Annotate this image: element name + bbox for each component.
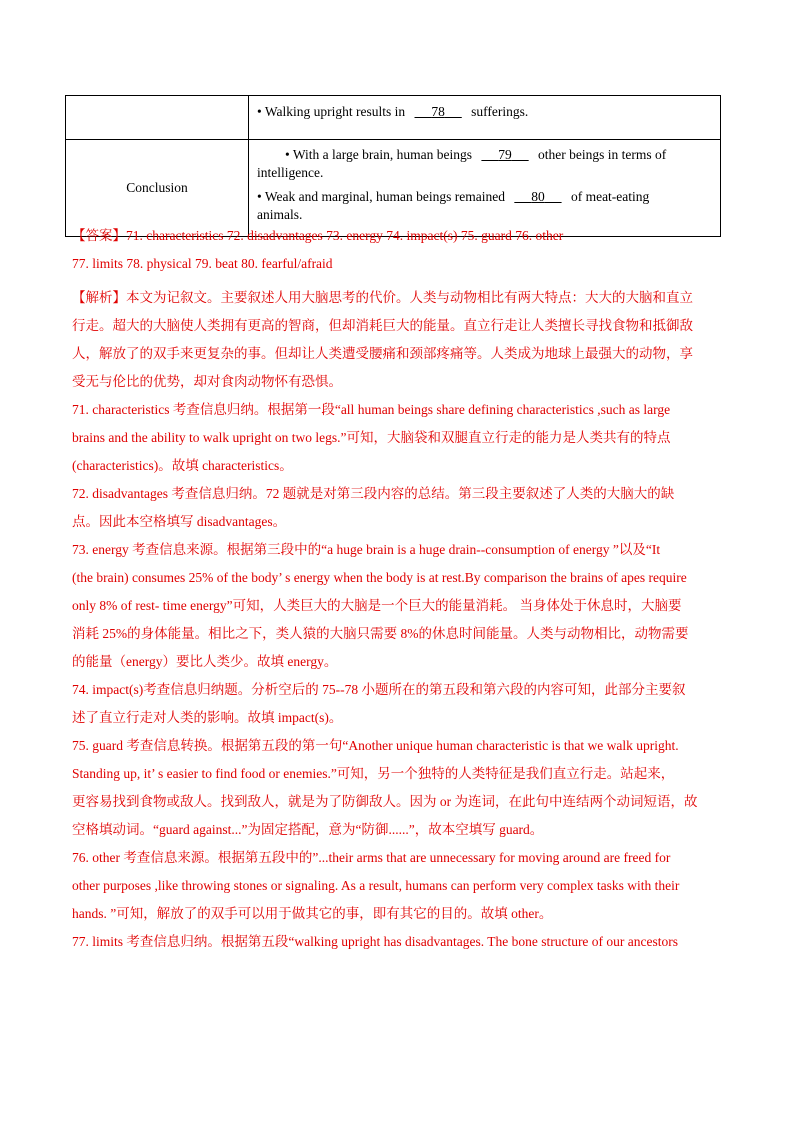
- bullet-80: • Weak and marginal, human beings remained 80 of meat-eating: [257, 189, 650, 204]
- q71-line: brains and the ability to walk upright on two legs.”可知，大脑袋和双腿直立行走的能力是人类共有的特点: [72, 430, 671, 445]
- q73-line: 73. energy 考查信息来源。根据第三段中的“a huge brain is a huge drain--consumption of energy ”以及“It: [72, 542, 661, 557]
- q75-line: 空格填动词。“guard against...”为固定搭配，意为“防御......”，故本空填写 guard。: [72, 822, 544, 837]
- analysis-line: 受无与伦比的优势，却对食肉动物怀有恐惧。: [72, 374, 342, 389]
- answers-line: 77. limits 78. physical 79. beat 80. fearful/afraid: [72, 256, 333, 271]
- q74-line: 述了直立行走对人类的影响。故填 impact(s)。: [72, 710, 343, 725]
- blank-80: 80: [531, 189, 545, 204]
- bullet-text: sufferings.: [471, 104, 529, 119]
- answer-table: [65, 95, 721, 237]
- q73-line: (the brain) consumes 25% of the body’ s energy when the body is at rest.By comparison the brains of apes require: [72, 570, 687, 585]
- q75-line: Standing up, it’ s easier to find food or enemies.”可知，另一个独特的人类特征是我们直立行走。站起来，: [72, 766, 675, 781]
- q76-line: other purposes ,like throwing stones or signaling. As a result, humans can perform very complex tasks with their: [72, 878, 680, 893]
- analysis-line: 人，解放了的双手来更复杂的事。但却让人类遭受腰痛和颈部疼痛等。人类成为地球上最强大的动物，享: [72, 346, 693, 361]
- answers-line: 【答案】71. characteristics 72. disadvantages 73. energy 74. impact(s) 75. guard 76. other: [72, 228, 564, 243]
- bullet-79-cont: intelligence.: [257, 165, 324, 180]
- q73-line: 消耗 25%的身体能量。相比之下，类人猿的大脑只需要 8%的休息时间能量。人类与动物相比，动物需要: [72, 626, 689, 641]
- bullet-79: • With a large brain, human beings 79 other beings in terms of: [285, 147, 667, 162]
- q76-line: 76. other 考查信息来源。根据第五段中的”...their arms that are unnecessary for moving around are freed for: [72, 850, 671, 865]
- q72-line: 点。因此本空格填写 disadvantages。: [72, 514, 287, 529]
- bullet-78: [257, 103, 712, 121]
- bullet-80-cont: animals.: [257, 207, 303, 222]
- analysis-line: 行走。超大的大脑使人类拥有更高的智商，但却消耗巨大的能量。直立行走让人类擅长寻找食物和抵御敌: [72, 318, 693, 333]
- q75-line: 75. guard 考查信息转换。根据第五段的第一句“Another unique human characteristic is that we walk upright.: [72, 738, 679, 753]
- blank-78: 78: [431, 104, 445, 119]
- q71-line: (characteristics)。故填 characteristics。: [72, 458, 293, 473]
- q76-line: hands. ”可知，解放了的双手可以用于做其它的事，即有其它的目的。故填 other。: [72, 906, 553, 921]
- table-cell-empty: [66, 96, 249, 140]
- bullet-text: • Walking upright results in: [257, 104, 406, 119]
- answers-block: [72, 222, 730, 278]
- q77-line: 77. limits 考查信息归纳。根据第五段“walking upright has disadvantages. The bone structure of our ancestors: [72, 934, 679, 949]
- q74-line: 74. impact(s)考查信息归纳题。分析空后的 75--78 小题所在的第五段和第六段的内容可知，此部分主要叙: [72, 682, 686, 697]
- table-row: [66, 96, 721, 140]
- q73-line: only 8% of rest- time energy”可知，人类巨大的大脑是一个巨大的能量消耗。 当身体处于休息时，大脑要: [72, 598, 682, 613]
- q75-line: 更容易找到食物或敌人。找到敌人，就是为了防御敌人。因为 or 为连词，在此句中连结两个动词短语，故: [72, 794, 698, 809]
- analysis-block: [72, 284, 730, 956]
- q71-line: 71. characteristics 考查信息归纳。根据第一段“all human beings share defining characteristics ,such as large: [72, 402, 671, 417]
- table-cell: [249, 96, 721, 140]
- blank-79: 79: [498, 147, 512, 162]
- q72-line: 72. disadvantages 考查信息归纳。72 题就是对第三段内容的总结。第三段主要叙述了人类的大脑大的缺: [72, 486, 675, 501]
- analysis-line: 【解析】本文为记叙文。主要叙述人用大脑思考的代价。人类与动物相比有两大特点：大大的大脑和直立: [72, 290, 693, 305]
- q73-line: 的能量（energy）要比人类少。故填 energy。: [72, 654, 338, 669]
- conclusion-label: Conclusion: [66, 140, 249, 237]
